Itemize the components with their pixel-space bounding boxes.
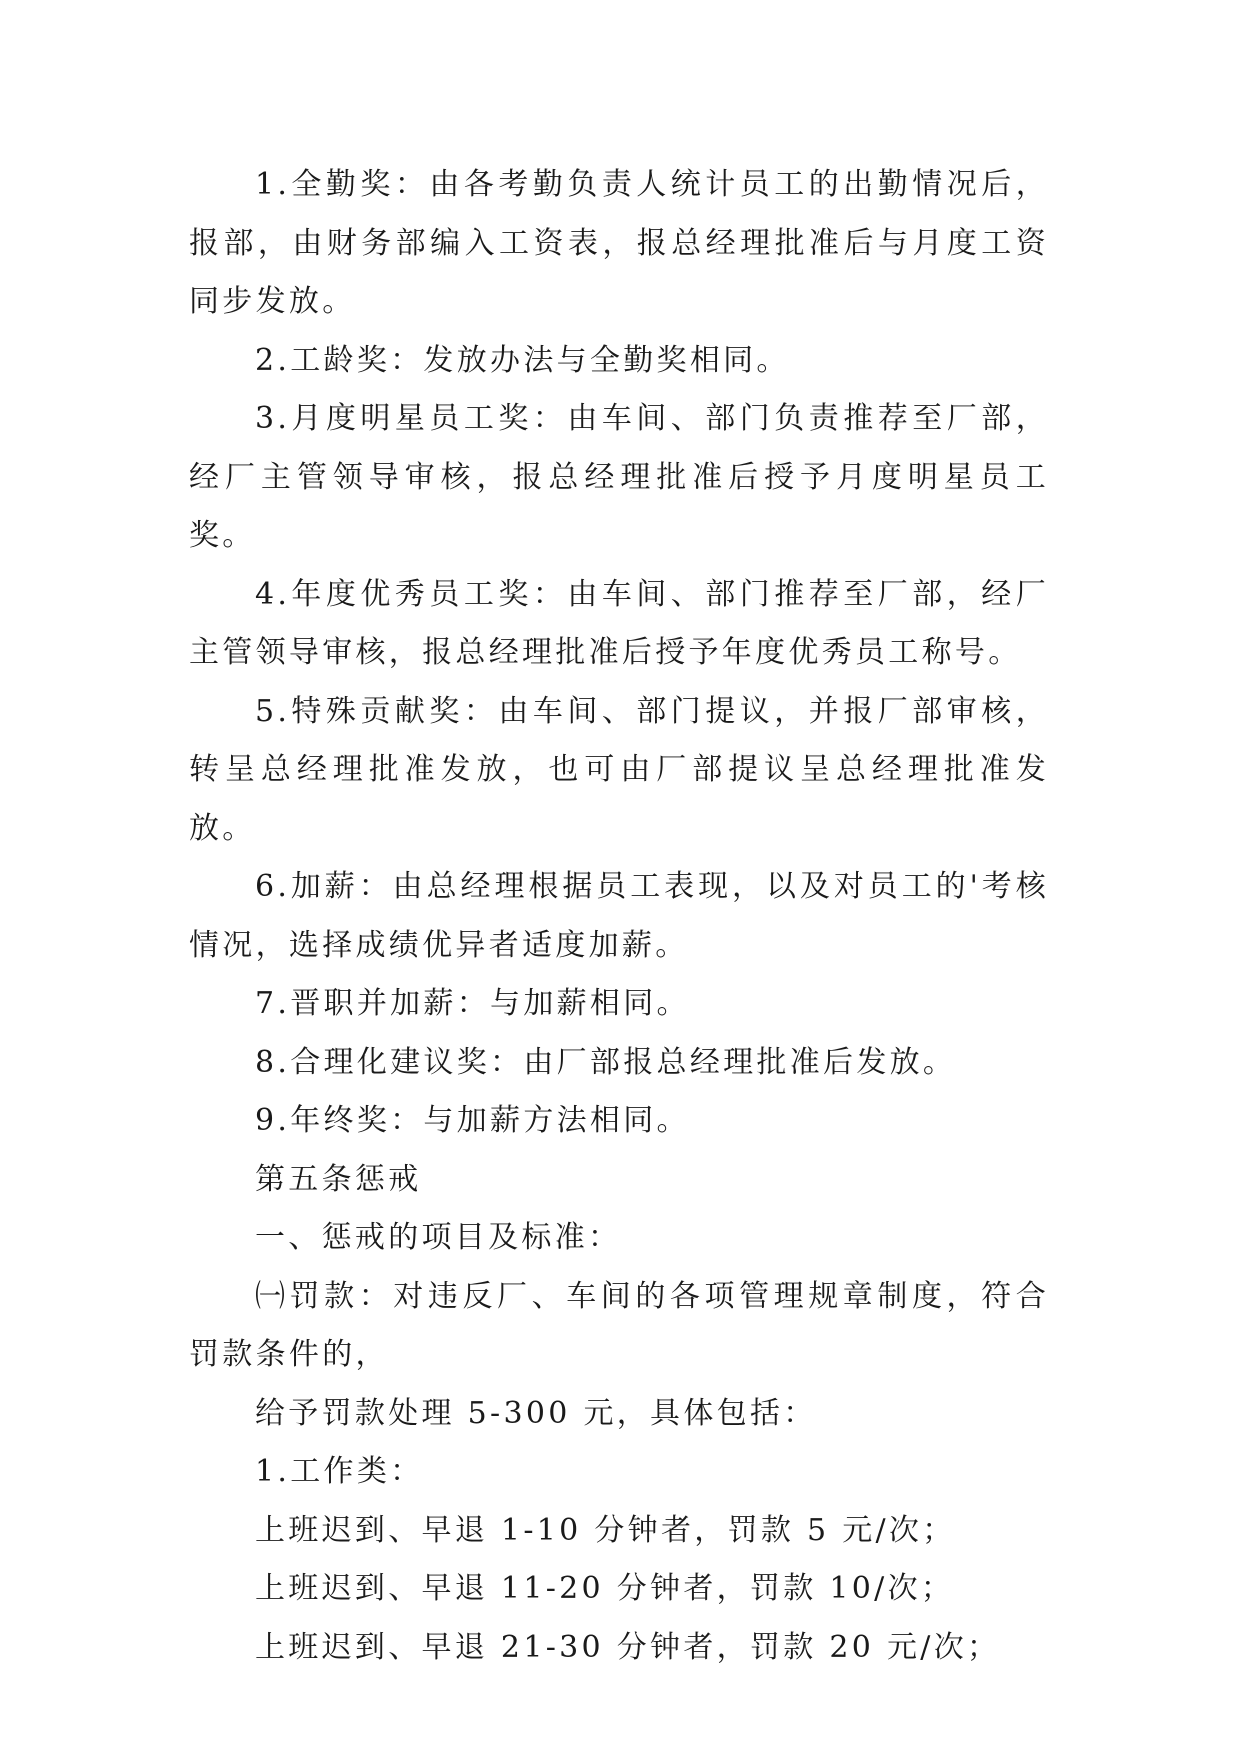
paragraph-promotion-raise: 7.晋职并加薪：与加薪相同。: [255, 986, 690, 1021]
paragraph-suggestion-award: 8.合理化建议奖：由厂部报总经理批准后发放。: [255, 1044, 957, 1080]
list-heading-work-category: 1.工作类：: [255, 1454, 424, 1489]
list-item-late-11-20: 上班迟到、早退 11-20 分钟者，罚款 10/次；: [255, 1571, 955, 1606]
list-item-late-1-10: 上班迟到、早退 1-10 分钟者，罚款 5 元/次；: [255, 1512, 956, 1548]
subsection-heading-penalty-items: 一、惩戒的项目及标准：: [255, 1220, 622, 1255]
paragraph-annual-excellence-award: 4.年度优秀员工奖：由车间、部门推荐至厂部，经厂主管领导审核，报总经理批准后授予年度优秀员工称号。: [189, 576, 1049, 670]
paragraph-fine-range: 给予罚款处理 5-300 元，具体包括：: [255, 1395, 817, 1431]
paragraph-monthly-star-award: 3.月度明星员工奖：由车间、部门负责推荐至厂部，经厂主管领导审核，报总经理批准后授予月度明星员工奖。: [189, 401, 1049, 553]
paragraph-salary-raise: 6.加薪：由总经理根据员工表现，以及对员工的'考核情况，选择成绩优异者适度加薪。: [189, 869, 1049, 963]
paragraph-full-attendance-award: 1.全勤奖：由各考勤负责人统计员工的出勤情况后，报部，由财务部编入工资表，报总经理批准后与月度工资同步发放。: [189, 167, 1049, 319]
section-heading-article-five: 第五条惩戒: [255, 1161, 422, 1197]
paragraph-special-contribution-award: 5.特殊贡献奖：由车间、部门提议，并报厂部审核，转呈总经理批准发放，也可由厂部提议呈总经理批准发放。: [189, 693, 1049, 846]
paragraph-year-end-bonus: 9.年终奖：与加薪方法相同。: [255, 1103, 690, 1138]
paragraph-seniority-award: 2.工龄奖：发放办法与全勤奖相同。: [255, 342, 790, 378]
paragraph-fines: ㈠罚款：对违反厂、车间的各项管理规章制度，符合罚款条件的，: [189, 1278, 1049, 1372]
list-item-late-21-30: 上班迟到、早退 21-30 分钟者，罚款 20 元/次；: [255, 1629, 1001, 1665]
document-body: [189, 156, 1049, 1677]
